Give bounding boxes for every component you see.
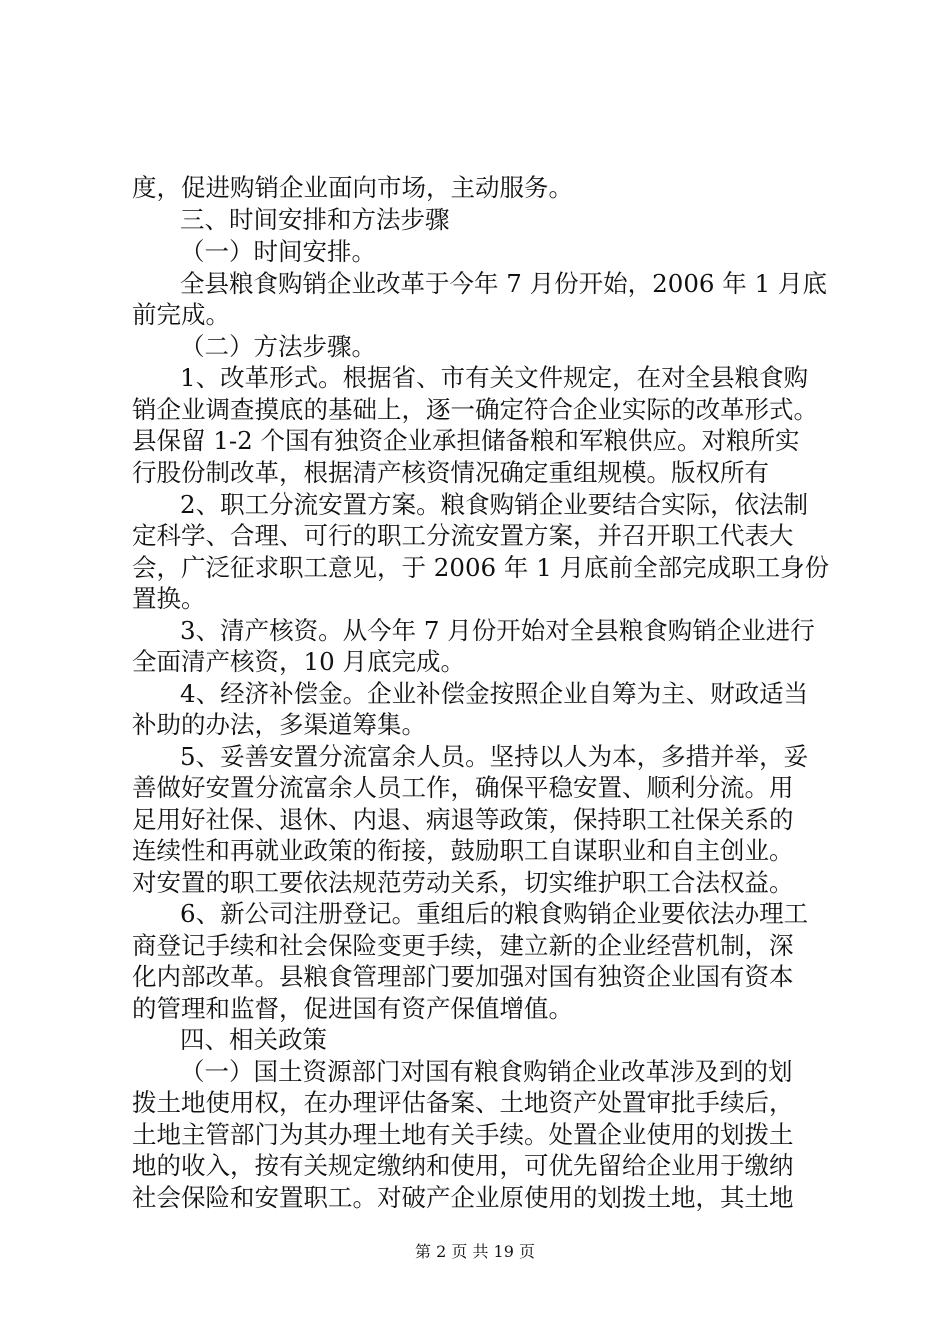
text-line: 商登记手续和社会保险变更手续，建立新的企业经营机制，深 xyxy=(132,931,794,960)
text-line: 土地主管部门为其办理土地有关手续。处置企业使用的划拨土 xyxy=(132,1120,794,1149)
text-line: 销企业调查摸底的基础上，逐一确定符合企业实际的改革形式。 xyxy=(132,395,818,424)
text-line: 4、经济补偿金。企业补偿金按照企业自筹为主、财政适当 xyxy=(180,679,809,708)
text-line: 足用好社保、退休、内退、病退等政策，保持职工社保关系的 xyxy=(132,805,794,834)
text-line: 行股份制改革，根据清产核资情况确定重组规模。版权所有 xyxy=(132,458,769,487)
text-line: （一）国土资源部门对国有粮食购销企业改革涉及到的划 xyxy=(180,1057,793,1086)
text-line: 3、清产核资。从今年 7 月份开始对全县粮食购销企业进行 xyxy=(180,616,815,645)
subsection-heading: （一）时间安排。 xyxy=(180,237,376,266)
text-line: 5、妥善安置分流富余人员。坚持以人为本，多措并举，妥 xyxy=(180,742,809,771)
text-line: 连续性和再就业政策的衔接，鼓励职工自谋职业和自主创业。 xyxy=(132,836,794,865)
section-heading: 三、时间安排和方法步骤 xyxy=(180,205,450,234)
section-heading: 四、相关政策 xyxy=(180,1025,327,1054)
text-line: 全面清产核资，10 月底完成。 xyxy=(132,647,465,676)
text-line: 县保留 1-2 个国有独资企业承担储备粮和军粮供应。对粮所实 xyxy=(132,426,800,455)
text-line: 地的收入，按有关规定缴纳和使用，可优先留给企业用于缴纳 xyxy=(132,1151,794,1180)
text-line: 社会保险和安置职工。对破产企业原使用的划拨土地，其土地 xyxy=(132,1183,794,1212)
text-line: 置换。 xyxy=(132,584,206,613)
text-line: 化内部改革。县粮食管理部门要加强对国有独资企业国有资本 xyxy=(132,962,794,991)
text-line: 2、职工分流安置方案。粮食购销企业要结合实际，依法制 xyxy=(180,490,809,519)
text-line: 全县粮食购销企业改革于今年 7 月份开始，2006 年 1 月底 xyxy=(180,269,827,298)
text-line: 度，促进购销企业面向市场，主动服务。 xyxy=(132,173,573,202)
text-line: 6、新公司注册登记。重组后的粮食购销企业要依法办理工 xyxy=(180,899,809,928)
text-line: 1、改革形式。根据省、市有关文件规定，在对全县粮食购 xyxy=(180,363,809,392)
text-line: 补助的办法，多渠道筹集。 xyxy=(132,710,426,739)
subsection-heading: （二）方法步骤。 xyxy=(180,332,376,361)
text-line: 的管理和监督，促进国有资产保值增值。 xyxy=(132,994,573,1023)
page-footer: 第 2 页 共 19 页 xyxy=(415,1242,535,1261)
text-line: 会，广泛征求职工意见，于 2006 年 1 月底前全部完成职工身份 xyxy=(132,553,830,582)
text-line: 对安置的职工要依法规范劳动关系，切实维护职工合法权益。 xyxy=(132,868,794,897)
text-line: 前完成。 xyxy=(132,300,230,329)
text-line: 善做好安置分流富余人员工作，确保平稳安置、顺利分流。用 xyxy=(132,773,794,802)
text-line: 定科学、合理、可行的职工分流安置方案，并召开职工代表大 xyxy=(132,521,794,550)
text-line: 拨土地使用权，在办理评估备案、土地资产处置审批手续后， xyxy=(132,1088,794,1117)
